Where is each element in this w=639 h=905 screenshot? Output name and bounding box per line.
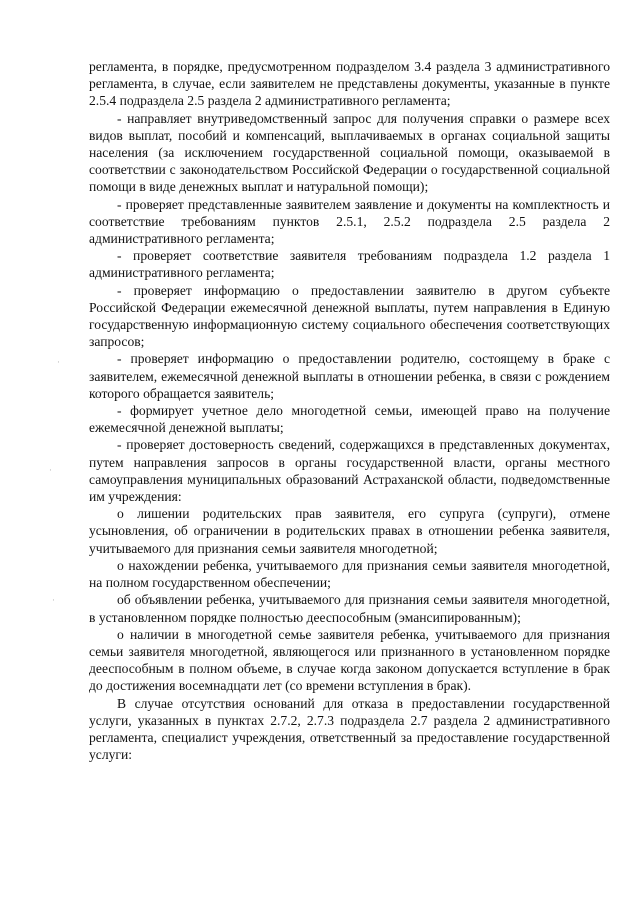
scan-speck: · [57, 358, 60, 368]
paragraph: о наличии в многодетной семье заявителя ребенка, учитываемого для признания семьи заявителя многодетной, являющегося или признанного в установленном порядке дееспособным в полном объеме, в случае когда законом допускается вступление в брак до достижения восемнадцати лет (со времени вступления в брак). [89, 626, 610, 694]
paragraph: о лишении родительских прав заявителя, его супруга (супруги), отмене усыновления, об ограничении в родительских правах в отношении ребенка заявителя, учитываемого для признания семьи заявителя многодетной; [89, 506, 610, 556]
paragraph: о нахождении ребенка, учитываемого для признания семьи заявителя многодетной, на полном государственном обеспечении; [89, 557, 610, 591]
paragraph: - проверяет информацию о предоставлении родителю, состоящему в браке с заявителем, ежемесячной денежной выплаты в отношении ребенка, в связи с рождением которого обращается заявитель; [89, 351, 610, 401]
paragraph: - проверяет достоверность сведений, содержащихся в представленных документах, путем направления запросов в органы государственной власти, органы местного самоуправления муниципальных образований Астраханской области, подведомственные им учреждения: [89, 437, 610, 505]
scan-speck: · [52, 596, 55, 606]
paragraph: регламента, в порядке, предусмотренном подразделом 3.4 раздела 3 административного регламента, в случае, если заявителем не представлены документы, указанные в пункте 2.5.4 подраздела 2.5 раздела 2 административного регламента; [89, 59, 610, 109]
paragraph: об объявлении ребенка, учитываемого для признания семьи заявителя многодетной, в установленном порядке полностью дееспособным (эмансипированным); [89, 592, 610, 625]
paragraph: В случае отсутствия оснований для отказа в предоставлении государственной услуги, указанных в пунктах 2.7.2, 2.7.3 подраздела 2.7 раздела 2 административного регламента, специалист учреждения, ответственный за предоставление государственной услуги: [89, 695, 610, 763]
paragraph: - направляет внутриведомственный запрос для получения справки о размере всех видов выплат, пособий и компенсаций, выплачиваемых в органах социальной защиты населения (за исключением государственной социальной помощи, оказываемой в соответствии с законодательством Российской Федерации о государственной социальной помощи в виде денежных выплат и натуральной помощи); [89, 110, 610, 195]
paragraph: - проверяет представленные заявителем заявление и документы на комплектность и соответствие требованиям пунктов 2.5.1, 2.5.2 подраздела 2.5 раздела 2 административного регламента; [89, 196, 610, 247]
paragraph: - проверяет соответствие заявителя требованиям подраздела 1.2 раздела 1 административного регламента; [89, 248, 610, 281]
scan-speck: · [49, 466, 52, 476]
paragraph: - формирует учетное дело многодетной семьи, имеющей право на получение ежемесячной денежной выплаты; [89, 403, 610, 436]
document-body [89, 58, 610, 763]
paragraph: - проверяет информацию о предоставлении заявителю в другом субъекте Российской Федерации ежемесячной денежной выплаты, путем направления в Единую государственную информационную систему социального обеспечения соответствующих запросов; [89, 282, 610, 350]
